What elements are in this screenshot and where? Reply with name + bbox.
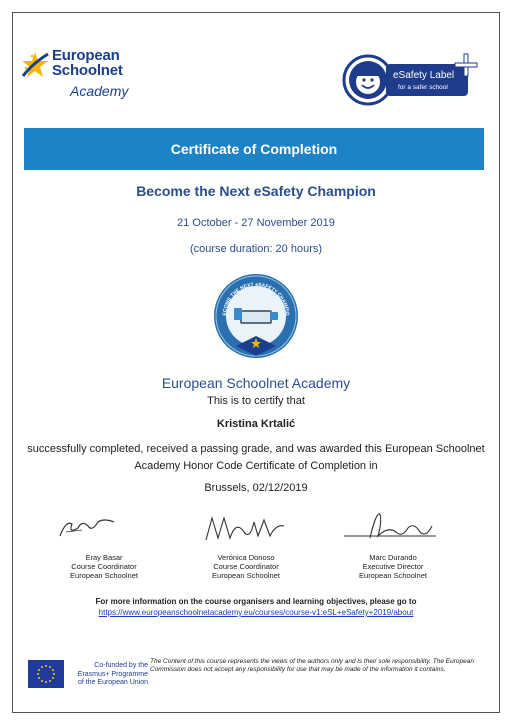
certify-text: This is to certify that	[207, 395, 305, 407]
label-logo-line1: eSafety Label	[393, 70, 455, 81]
signatory-3-org: European Schoolnet	[359, 571, 427, 580]
eu-funding-text	[68, 662, 148, 688]
signatory-2	[176, 553, 316, 580]
academy-logo-line3: Academy	[70, 83, 129, 99]
esafety-label-icon	[340, 52, 490, 112]
eu-flag-icon	[28, 660, 64, 688]
academy-logo-line2: Schoolnet	[52, 62, 123, 79]
signatory-1-org: European Schoolnet	[70, 571, 138, 580]
signatory-1-name: Eray Basar	[85, 553, 123, 562]
eu-funding-logo	[28, 660, 148, 696]
signatory-2-name: Verónica Donoso	[217, 553, 275, 562]
signatory-1-role: Course Coordinator	[71, 562, 137, 571]
eu-line-1: Co-funded by the	[94, 662, 148, 669]
star-logo-icon	[20, 50, 50, 80]
badge-arc-text: ECOME THE NEXT eSAFETY CHAMPIO	[221, 281, 291, 316]
course-info-link[interactable]: https://www.europeanschoolnetacademy.eu/courses/course-v1:eSL+eSafety+2019/about	[98, 608, 414, 617]
esafety-label-logo	[340, 52, 490, 112]
signature-2-image	[200, 510, 290, 546]
recipient-name: Kristina Krtalić	[216, 418, 296, 430]
info-text: For more information on the course organisers and learning objectives, please go to	[95, 597, 417, 606]
certificate-banner: Certificate of Completion	[24, 128, 484, 170]
eu-disclaimer: The Content of this course represents the views of the authors only and is their sole responsibility. The European Commission does not accept any responsibility for use that may be made of the information it contains.	[150, 658, 474, 673]
eu-line-2: Erasmus+ Programme	[77, 670, 148, 678]
academy-name: European Schoolnet Academy	[161, 375, 351, 391]
eu-line-3: of the European Union	[77, 679, 148, 686]
signatory-2-role: Course Coordinator	[213, 562, 279, 571]
academy-logo-line1: European	[52, 47, 120, 64]
signatory-2-org: European Schoolnet	[212, 571, 280, 580]
signatory-3-role: Executive Director	[362, 562, 424, 571]
signature-3-image	[340, 508, 440, 544]
label-logo-line2: for a safer school	[398, 84, 448, 91]
course-title: Become the Next eSafety Champion	[136, 183, 376, 199]
signatory-1	[34, 553, 174, 580]
course-badge-icon	[212, 272, 300, 360]
completion-statement: successfully completed, received a passing grade, and was awarded this European Schoolnet Academy Honor Code Certificate of Completion in	[27, 443, 485, 472]
place-and-date: Brussels, 02/12/2019	[204, 482, 308, 494]
academy-logo	[20, 44, 150, 104]
course-duration: (course duration: 20 hours)	[189, 243, 323, 255]
course-dates: 21 October - 27 November 2019	[177, 217, 335, 229]
signatory-3-name: Marc Durando	[369, 553, 417, 562]
signatory-3	[323, 553, 463, 580]
signature-1-image	[52, 510, 122, 542]
